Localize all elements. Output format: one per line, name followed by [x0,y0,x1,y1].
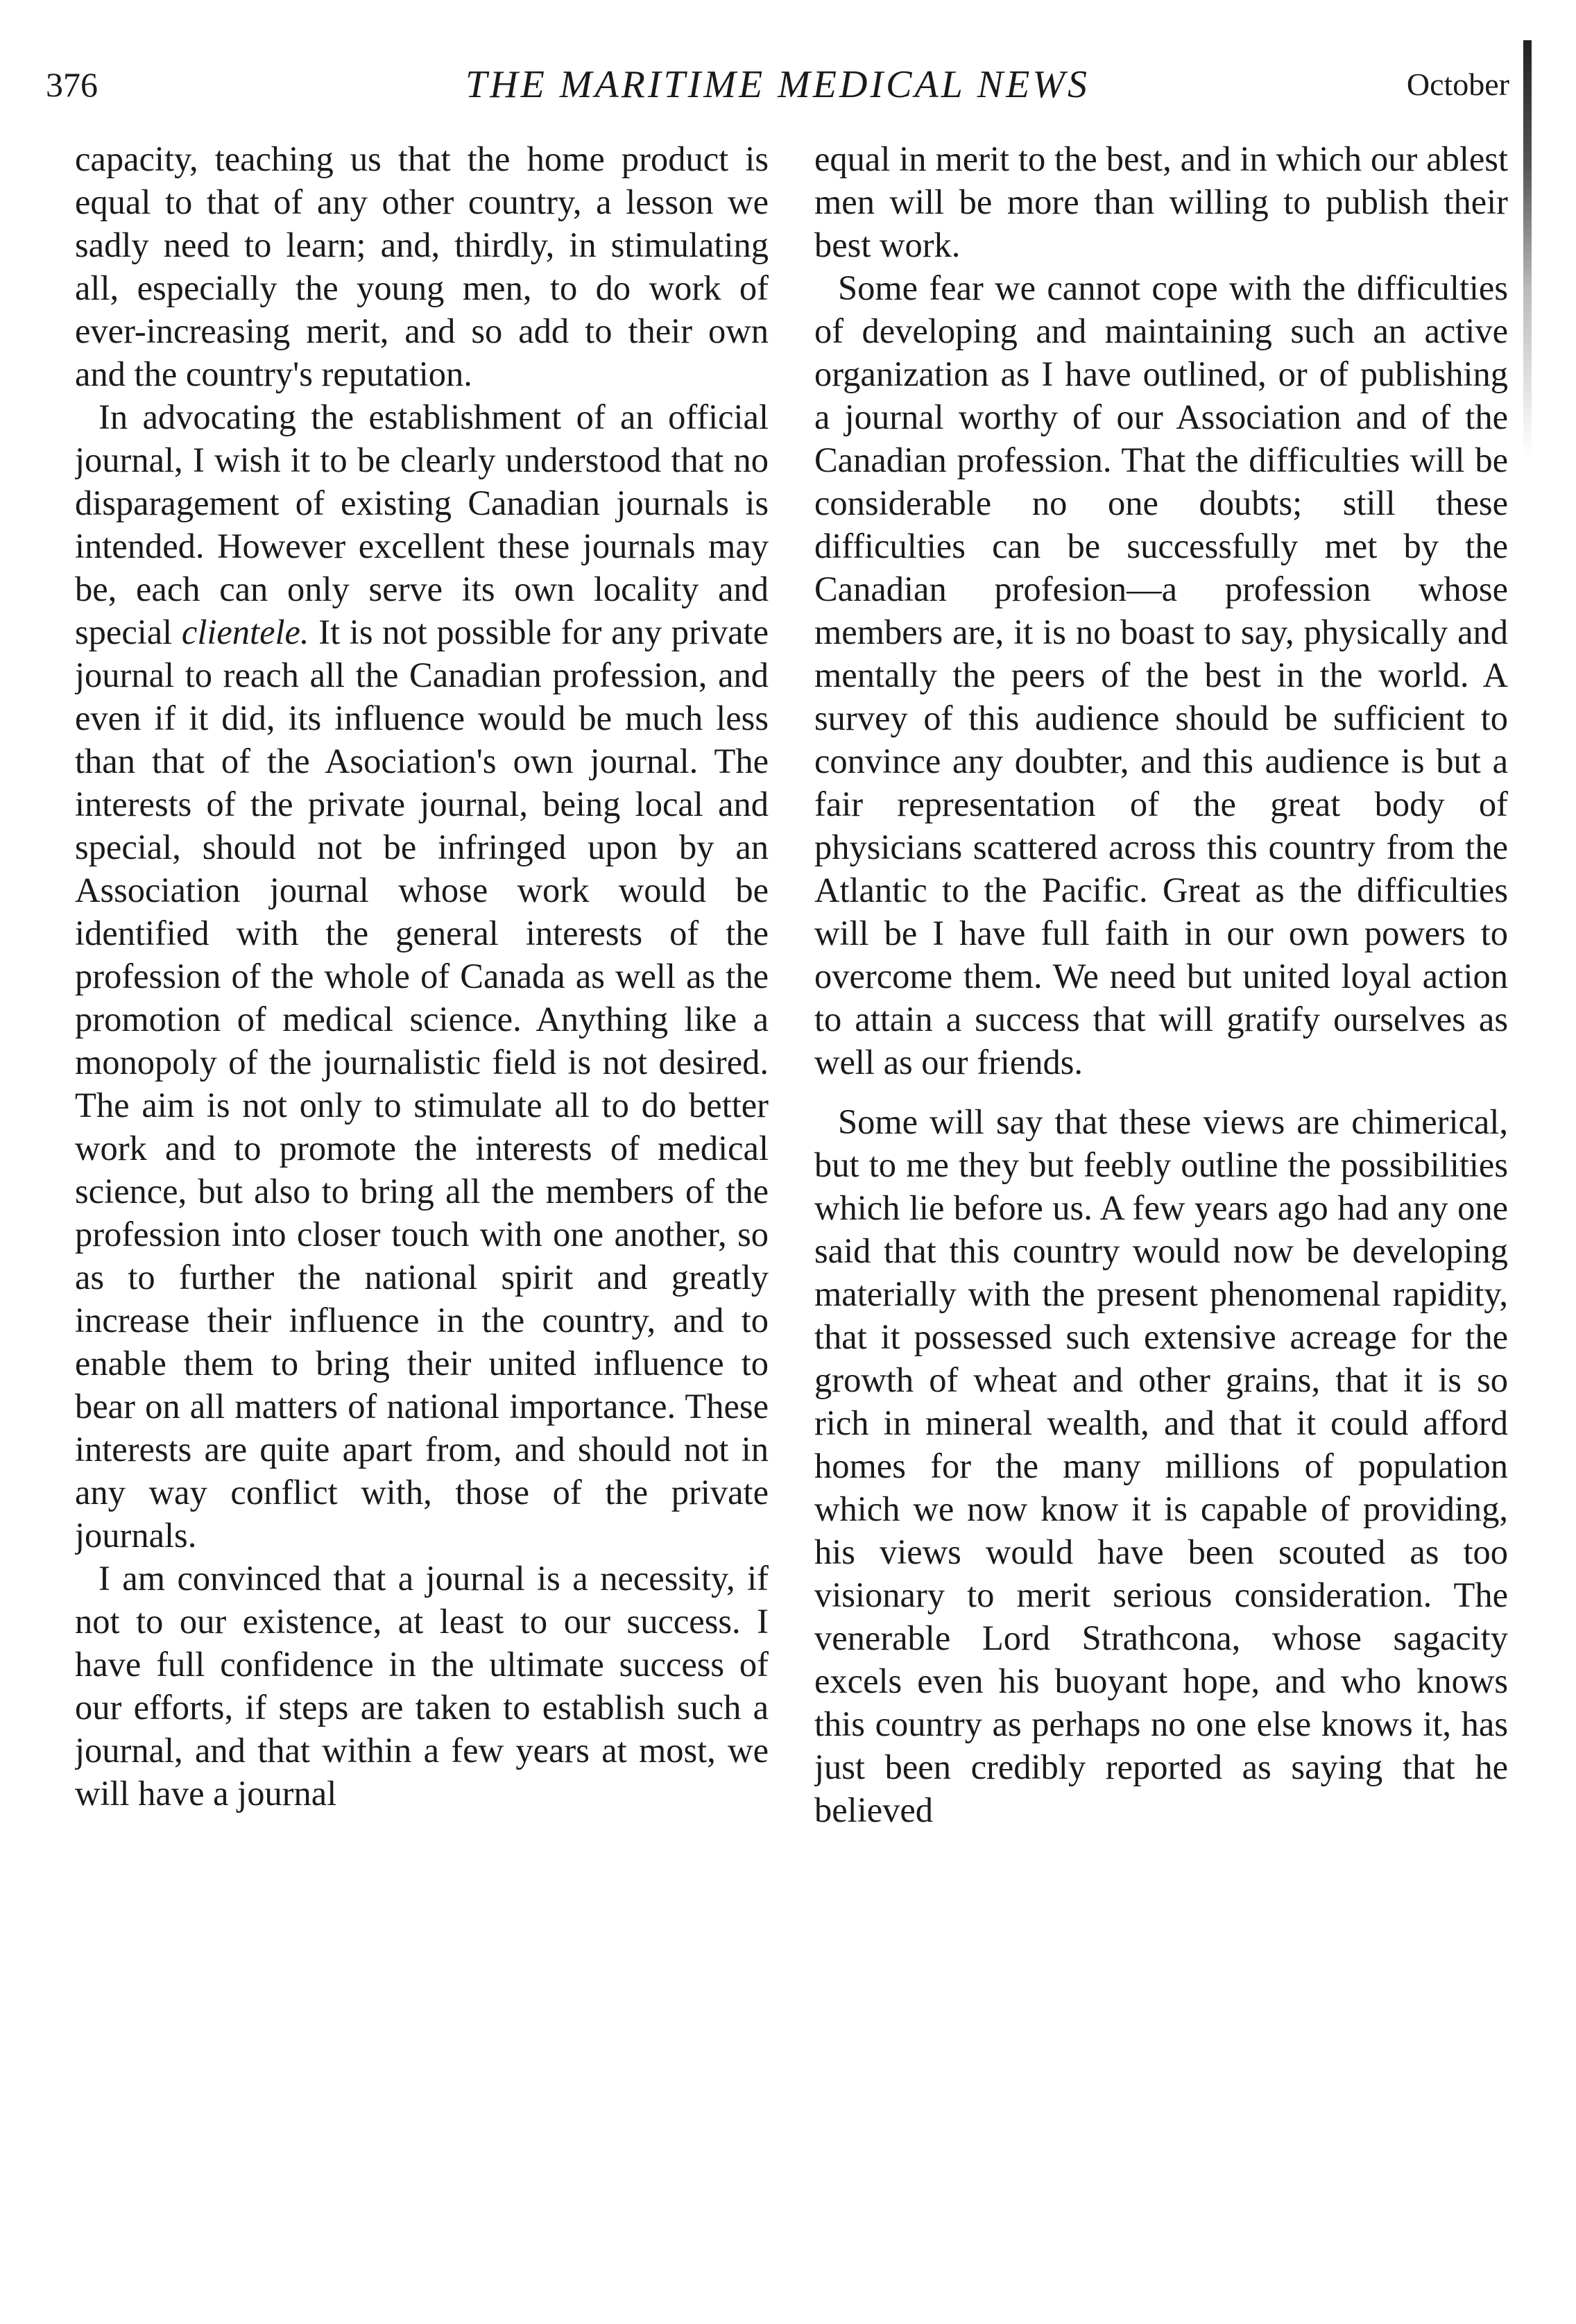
right-paragraph-2: Some fear we cannot cope with the difficulties of developing and maintaining such an active organization as I have outlined, or of publishing a journal worthy of our Association and of the Canadian profession. That the difficulties will be considerable no one doubts; still these difficulties can be successfully met by the Canadian profesion—a profession whose members are, it is no boast to say, physically and mentally the peers of the best in the world. A survey of this audience should be sufficient to convince any doubter, and this audience is but a fair representation of the great body of physicians scattered across this country from the Atlantic to the Pacific. Great as the difficulties will be I have full faith in our own powers to overcome them. We need but united loyal action to attain a success that will gratify ourselves as well as our friends. [814,268,1508,1082]
left-paragraph-2-end: It is not possible for any private journal to reach all the Canadian profession, and even if it did, its influence would be much less than that of the Asociation's own journal. The interests of the private journal, being local and special, should not be infringed upon by an Association journal whose work would be identified with the general interests of the profession of the whole of Canada as well as the promotion of medical science. Anything like a monopoly of the journalistic field is not desired. The aim is not only to stimulate all to do better work and to promote the interests of medical science, but also to bring all the members of the profession into closer touch with one another, so as to further the national spirit and greatly increase their influence in the country, and to enable them to bring their united influence to bear on all matters of national importance. These interests are quite apart from, and should not in any way conflict with, those of the private journals. [75,613,769,1555]
right-paragraph-3: Some will say that these views are chimerical, but to me they but feebly outline the possibilities which lie before us. A few years ago had any one said that this country would now be developing materially with the present phenomenal rapidity, that it possessed such extensive acreage for the growth of wheat and other grains, that it is so rich in mineral wealth, and that it could afford homes for the many millions of population which we now know it is capable of providing, his views would have been scouted as too visionary to merit serious consideration. The venerable Lord Strathcona, whose sagacity excels even his buoyant hope, and who knows this country as perhaps no one else knows it, has just been credibly reported as saying that he believed [814,1102,1508,1829]
right-column [814,137,1508,2302]
issue-month: October [1406,67,1509,102]
running-title: THE MARITIME MEDICAL NEWS [465,63,1090,106]
left-paragraph-3: I am convinced that a journal is a necessity, if not to our existence, at least to our success. I have full confidence in the ultimate success of our efforts, if steps are taken to establish such a journal, and that within a few years at most, we will have a journal [75,1559,769,1813]
left-paragraph-2-start: In advocating the establishment of an official journal, I wish it to be clearly understood that no disparagement of existing Canadian journals is intended. However excellent these journals may be, each can only serve its own locality and special [75,398,769,651]
left-column [75,137,769,2302]
italic-term: clientele. [181,613,309,651]
right-paragraph-1: equal in merit to the best, and in which our ablest men will be more than willing to publish their best work. [814,139,1508,264]
page-number: 376 [46,65,98,104]
page-edge-mark [1523,40,1532,456]
left-paragraph-2 [75,395,769,1557]
left-paragraph-1: capacity, teaching us that the home product is equal to that of any other country, a lesson we sadly need to learn; and, thirdly, in stimulating all, especially the young men, to do work of ever-increasing merit, and so add to their own and the country's reputation. [75,139,769,393]
page-header [46,57,1509,112]
